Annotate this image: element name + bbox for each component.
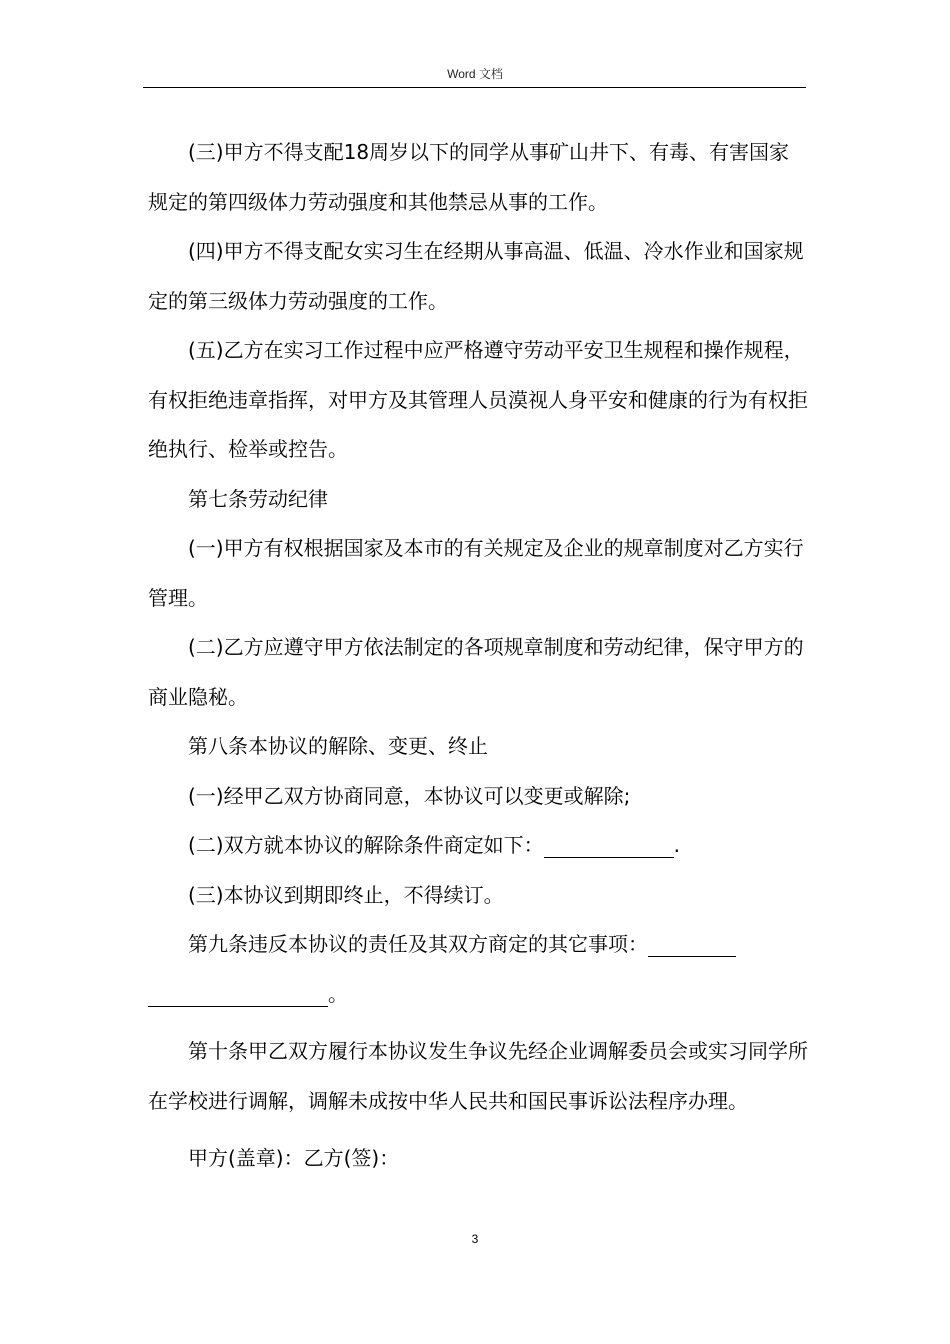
article-8-item-2-text: (二)双方就本协议的解除条件商定如下： — [188, 833, 544, 857]
paragraph-clause-4: (四)甲方不得支配女实习生在经期从事高温、低温、冷水作业和国家规定的第三级体力劳动强度的工作。 — [148, 239, 804, 313]
fill-in-blank — [544, 833, 674, 858]
page-header-title: Word 文档 — [447, 67, 503, 81]
paragraph-article-8-item-2 — [148, 821, 808, 871]
paragraph-article-9 — [148, 920, 808, 970]
paragraph-article-9-continuation — [148, 970, 808, 1020]
paragraph-clause-5: (五)乙方在实习工作过程中应严格遵守劳动平安卫生规程和操作规程，有权拒绝违章指挥，对甲方及其管理人员漠视人身平安和健康的行为有权拒绝执行、检举或控告。 — [148, 338, 808, 461]
signature-line: 甲方(盖章)：乙方(签)： — [188, 1146, 400, 1170]
page-number: 3 — [471, 1232, 479, 1246]
fill-in-blank — [648, 932, 736, 957]
paragraph-article-7-item-1: (一)甲方有权根据国家及本市的有关规定及企业的规章制度对乙方实行管理。 — [148, 536, 804, 610]
article-9-text: 第九条违反本协议的责任及其双方商定的其它事项： — [188, 932, 648, 956]
paragraph-article-8-item-1: (一)经甲乙双方协商同意，本协议可以变更或解除; — [188, 783, 631, 808]
paragraph-article-7-item-2: (二)乙方应遵守甲方依法制定的各项规章制度和劳动纪律，保守甲方的商业隐秘。 — [148, 635, 804, 709]
fill-in-blank — [148, 982, 328, 1007]
article-8-item-2-end: . — [673, 833, 680, 857]
article-8-heading: 第八条本协议的解除、变更、终止 — [188, 734, 488, 758]
article-7-heading: 第七条劳动纪律 — [188, 486, 328, 511]
article-9-end: 。 — [328, 981, 348, 1006]
document-body — [148, 128, 808, 1184]
paragraph-article-10: 第十条甲乙双方履行本协议发生争议先经企业调解委员会或实习同学所在学校进行调解，调解未成按中华人民共和国民事诉讼法程序办理。 — [148, 1039, 808, 1113]
header-divider — [143, 87, 806, 88]
paragraph-article-8-item-3: (三)本协议到期即终止，不得续订。 — [188, 882, 504, 907]
paragraph-clause-3: (三)甲方不得支配18周岁以下的同学从事矿山井下、有毒、有害国家规定的第四级体力劳动强度和其他禁忌从事的工作。 — [148, 140, 790, 214]
